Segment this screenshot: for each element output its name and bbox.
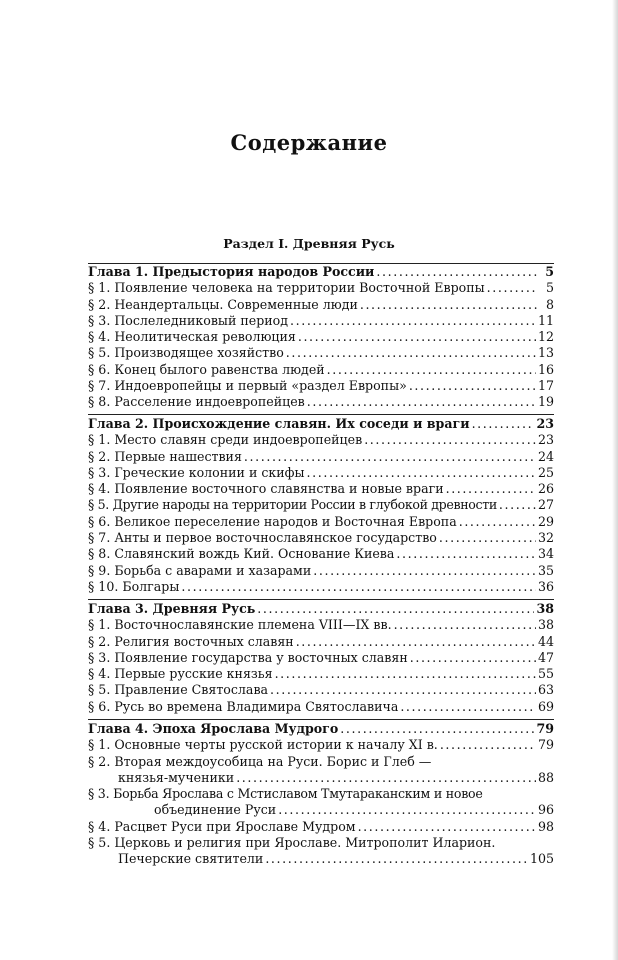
page-number: 35 bbox=[537, 562, 554, 578]
page-number: 88 bbox=[537, 769, 554, 785]
entry-title: § 1. Восточнославянские племена VIII—IX вв. bbox=[88, 617, 392, 633]
leader-dots bbox=[410, 650, 536, 666]
entry-title-continued: князья-мученики bbox=[118, 769, 235, 785]
toc-entry[interactable] bbox=[88, 579, 554, 595]
leader-dots bbox=[290, 313, 536, 329]
toc-entry[interactable] bbox=[88, 481, 554, 497]
toc-entry[interactable] bbox=[88, 394, 554, 410]
leader-dots bbox=[327, 362, 536, 378]
page-number: 44 bbox=[537, 633, 554, 649]
leader-dots bbox=[439, 530, 536, 546]
entry-title: § 5. Другие народы на территории России в глубокой древности bbox=[88, 497, 497, 513]
leader-dots bbox=[360, 297, 538, 313]
page-number: 29 bbox=[537, 513, 554, 529]
toc-entry[interactable] bbox=[88, 530, 554, 546]
toc-entry[interactable] bbox=[88, 514, 554, 530]
page-number: 36 bbox=[537, 578, 554, 594]
entry-title: § 2. Религия восточных славян bbox=[88, 633, 294, 649]
entry-title: § 5. Правление Святослава bbox=[88, 682, 269, 698]
entry-title: § 1. Место славян среди индоевропейцев bbox=[88, 432, 363, 448]
leader-dots bbox=[286, 345, 536, 361]
toc-entry-line2[interactable] bbox=[88, 770, 554, 786]
page-number: 98 bbox=[537, 818, 554, 834]
entry-title: § 8. Расселение индоевропейцев bbox=[88, 394, 305, 410]
leader-dots bbox=[400, 699, 536, 715]
entry-title: § 4. Расцвет Руси при Ярославе Мудром bbox=[88, 818, 356, 834]
leader-dots bbox=[394, 617, 536, 633]
toc-entry[interactable] bbox=[88, 666, 554, 682]
toc-entry[interactable] bbox=[88, 280, 554, 296]
chapter-heading[interactable] bbox=[88, 721, 554, 737]
entry-title: § 4. Появление восточного славянства и новые враги bbox=[88, 481, 444, 497]
toc-entry-line2[interactable] bbox=[88, 802, 554, 818]
entry-title-continued: объединение Руси bbox=[154, 802, 277, 818]
page-number: 19 bbox=[537, 394, 554, 410]
chapter-separator bbox=[88, 719, 554, 720]
leader-dots bbox=[236, 770, 536, 786]
toc-entry[interactable] bbox=[88, 497, 554, 513]
leader-dots bbox=[307, 394, 536, 410]
leader-dots bbox=[487, 280, 538, 296]
chapter-heading[interactable] bbox=[88, 416, 554, 432]
page-number: 47 bbox=[537, 649, 554, 665]
leader-dots bbox=[459, 514, 536, 530]
leader-dots bbox=[270, 682, 536, 698]
page-number: 38 bbox=[536, 601, 554, 616]
chapter-2 bbox=[88, 416, 554, 595]
section-title: Раздел I. Древняя Русь bbox=[223, 236, 395, 251]
leader-dots bbox=[446, 481, 536, 497]
toc-entry[interactable] bbox=[88, 378, 554, 394]
entry-title: § 6. Великое переселение народов и Восточная Европа bbox=[88, 513, 457, 529]
toc-entry[interactable] bbox=[88, 329, 554, 345]
toc-entry-line1[interactable] bbox=[88, 786, 554, 802]
toc-entry-line2[interactable] bbox=[88, 851, 554, 867]
page-number: 5 bbox=[545, 264, 554, 279]
chapter-1 bbox=[88, 264, 554, 411]
toc-entry[interactable] bbox=[88, 297, 554, 313]
toc-entry[interactable] bbox=[88, 432, 554, 448]
chapter-separator bbox=[88, 414, 554, 415]
entry-title: § 8. Славянский вождь Кий. Основание Киева bbox=[88, 546, 395, 562]
chapter-title: Глава 4. Эпоха Ярослава Мудрого bbox=[88, 721, 339, 736]
entry-title: § 3. Греческие колонии и скифы bbox=[88, 464, 305, 480]
toc-entry-line1[interactable] bbox=[88, 835, 554, 851]
page-number: 25 bbox=[537, 464, 554, 480]
toc-entry[interactable] bbox=[88, 682, 554, 698]
page-number: 24 bbox=[537, 448, 554, 464]
page-number: 17 bbox=[537, 378, 554, 394]
leader-dots bbox=[313, 563, 536, 579]
leader-dots bbox=[307, 465, 536, 481]
leader-dots bbox=[296, 634, 536, 650]
page-number: 79 bbox=[537, 737, 554, 753]
entry-title: § 10. Болгары bbox=[88, 578, 180, 594]
page-number: 32 bbox=[537, 530, 554, 546]
chapter-title: Глава 2. Происхождение славян. Их соседи и враги bbox=[88, 416, 470, 431]
chapter-heading[interactable] bbox=[88, 601, 554, 617]
page-number: 96 bbox=[537, 802, 554, 818]
toc-entry[interactable] bbox=[88, 362, 554, 378]
entry-title: § 6. Конец былого равенства людей bbox=[88, 361, 325, 377]
page-number: 38 bbox=[537, 617, 554, 633]
page-number: 16 bbox=[537, 361, 554, 377]
chapter-3 bbox=[88, 601, 554, 715]
leader-dots bbox=[364, 432, 536, 448]
toc-entry[interactable] bbox=[88, 650, 554, 666]
toc-entry-line1[interactable] bbox=[88, 754, 554, 770]
toc-entry[interactable] bbox=[88, 634, 554, 650]
entry-title: § 3. Борьба Ярослава с Мстиславом Тмутараканским и новое bbox=[88, 786, 483, 802]
entry-title: § 2. Первые нашествия bbox=[88, 448, 242, 464]
toc-entry[interactable] bbox=[88, 546, 554, 562]
toc-entry[interactable] bbox=[88, 465, 554, 481]
chapter-separator bbox=[88, 599, 554, 600]
page-number: 63 bbox=[537, 682, 554, 698]
leader-dots bbox=[358, 819, 536, 835]
toc-entry[interactable] bbox=[88, 345, 554, 361]
toc-entry[interactable] bbox=[88, 313, 554, 329]
page-number: 26 bbox=[537, 481, 554, 497]
leader-dots bbox=[409, 378, 536, 394]
leader-dots bbox=[257, 601, 534, 617]
toc-entry[interactable] bbox=[88, 617, 554, 633]
toc-entry[interactable] bbox=[88, 449, 554, 465]
leader-dots bbox=[275, 666, 536, 682]
leader-dots bbox=[298, 329, 536, 345]
page-number: 23 bbox=[536, 416, 554, 431]
entry-title: § 5. Производящее хозяйство bbox=[88, 345, 284, 361]
leader-dots bbox=[376, 264, 538, 280]
entry-title: § 4. Первые русские князья bbox=[88, 666, 273, 682]
entry-title: § 1. Появление человека на территории Восточной Европы bbox=[88, 280, 485, 296]
entry-title: § 3. Послеледниковый период bbox=[88, 312, 288, 328]
leader-dots bbox=[499, 497, 536, 513]
entry-title: § 5. Церковь и религия при Ярославе. Митрополит Иларион. bbox=[88, 835, 496, 851]
page-number: 55 bbox=[537, 666, 554, 682]
page-number: 34 bbox=[537, 546, 554, 562]
leader-dots bbox=[278, 802, 536, 818]
leader-dots bbox=[396, 546, 536, 562]
toc-entry[interactable] bbox=[88, 819, 554, 835]
leader-dots bbox=[181, 579, 536, 595]
page-title: Содержание bbox=[230, 130, 388, 155]
leader-dots bbox=[244, 449, 536, 465]
page-number: 12 bbox=[537, 329, 554, 345]
entry-title-continued: Печерские святители bbox=[118, 851, 264, 867]
page-number: 23 bbox=[537, 432, 554, 448]
leader-dots bbox=[340, 721, 534, 737]
entry-title: § 2. Вторая междоусобица на Руси. Борис и Глеб — bbox=[88, 753, 432, 769]
chapter-heading[interactable] bbox=[88, 264, 554, 280]
entry-title: § 2. Неандертальцы. Современные люди bbox=[88, 296, 358, 312]
leader-dots bbox=[265, 851, 528, 867]
entry-title: § 7. Индоевропейцы и первый «раздел Европы» bbox=[88, 378, 407, 394]
page-number: 69 bbox=[537, 698, 554, 714]
entry-title: § 1. Основные черты русской истории к началу XI в. bbox=[88, 737, 438, 753]
chapter-4 bbox=[88, 721, 554, 868]
page-number: 105 bbox=[529, 851, 554, 867]
page-number: 13 bbox=[537, 345, 554, 361]
page-number: 11 bbox=[537, 312, 554, 328]
entry-title: § 9. Борьба с аварами и хазарами bbox=[88, 562, 312, 578]
chapter-title: Глава 3. Древняя Русь bbox=[88, 601, 256, 616]
toc-entry[interactable] bbox=[88, 737, 554, 753]
entry-title: § 6. Русь во времена Владимира Святославича bbox=[88, 698, 399, 714]
page-number: 8 bbox=[545, 296, 554, 312]
chapter-title: Глава 1. Предыстория народов России bbox=[88, 264, 375, 279]
entry-title: § 3. Появление государства у восточных славян bbox=[88, 649, 408, 665]
entry-title: § 4. Неолитическая революция bbox=[88, 329, 296, 345]
toc-entry[interactable] bbox=[88, 699, 554, 715]
leader-dots bbox=[440, 737, 536, 753]
leader-dots bbox=[472, 416, 535, 432]
page-number: 79 bbox=[536, 721, 554, 736]
entry-title: § 7. Анты и первое восточнославянское государство bbox=[88, 530, 437, 546]
page-number: 5 bbox=[545, 280, 554, 296]
page-number: 27 bbox=[537, 497, 554, 513]
toc-entry[interactable] bbox=[88, 563, 554, 579]
